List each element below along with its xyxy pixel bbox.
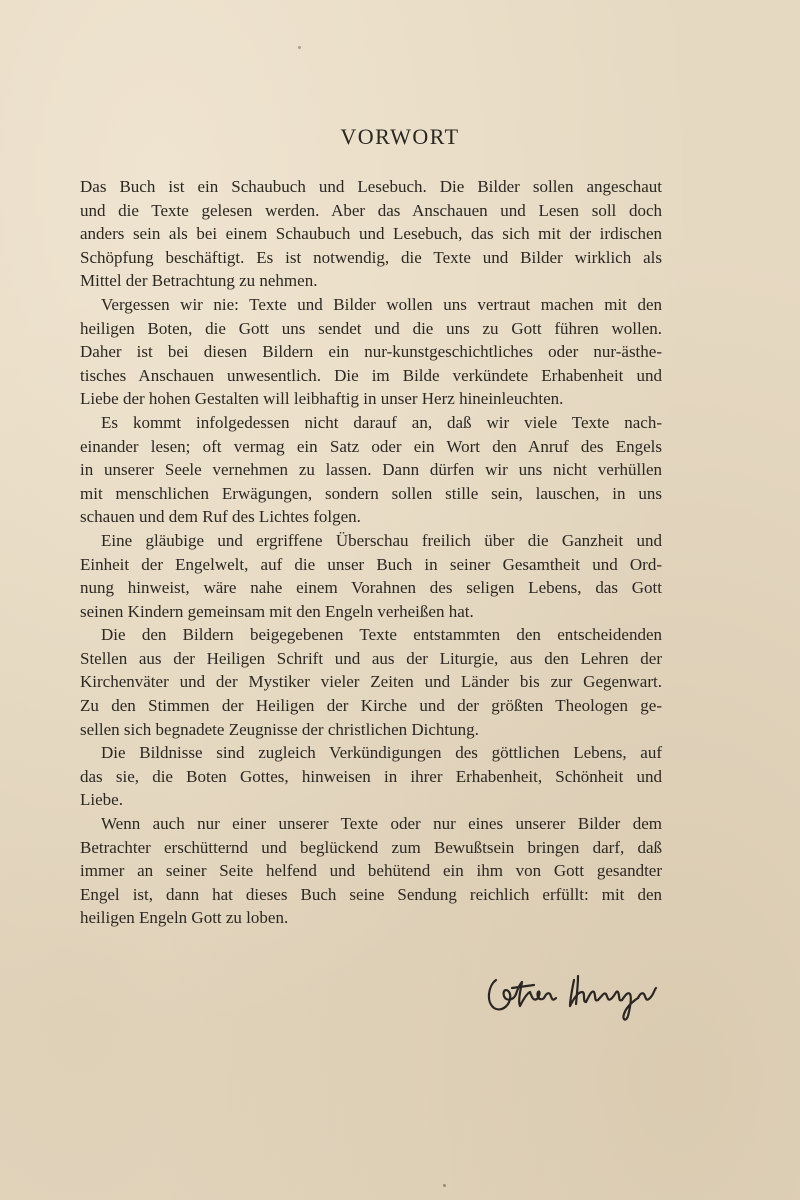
paper-speck — [443, 1184, 446, 1187]
paper-speck — [298, 46, 301, 49]
text-line: Wenn auch nur einer unserer Texte oder nur eines unserer Bilder dem — [101, 814, 662, 834]
text-line: Zu den Stimmen der Heiligen der Kirche und der größten Theologen ge- — [80, 696, 662, 716]
text-line: Engel ist, dann hat dieses Buch seine Sendung reichlich erfüllt: mit den — [80, 884, 662, 904]
signature-icon — [482, 958, 672, 1028]
preface-body — [80, 175, 662, 930]
text-line: Eine gläubige und ergriffene Überschau freilich über die Ganzheit und — [101, 530, 662, 550]
text-line: Die Bildnisse sind zugleich Verkündigungen des göttlichen Lebens, auf — [101, 743, 662, 763]
text-line: Einheit der Engelwelt, auf die unser Buch in seiner Gesamtheit und Ord- — [80, 554, 662, 574]
text-line: schauen und dem Ruf des Lichtes folgen. — [80, 507, 361, 527]
text-line: Es kommt infolgedessen nicht darauf an, daß wir viele Texte nach- — [101, 412, 662, 432]
text-line: das sie, die Boten Gottes, hinweisen in ihrer Erhabenheit, Schönheit und — [80, 766, 662, 786]
paragraph — [80, 623, 662, 741]
text-line: einander lesen; oft vermag ein Satz oder ein Wort den Anruf des Engels — [80, 436, 662, 456]
text-line: in unserer Seele vernehmen zu lassen. Dann dürfen wir uns nicht verhüllen — [80, 460, 662, 480]
text-line: sellen sich begnadete Zeugnisse der christlichen Dichtung. — [80, 719, 479, 739]
page-title: VORWORT — [340, 124, 460, 149]
text-line: Daher ist bei diesen Bildern ein nur-kunstgeschichtliches oder nur-ästhe- — [80, 342, 662, 362]
text-line: Mittel der Betrachtung zu nehmen. — [80, 271, 318, 291]
text-line: heiligen Boten, die Gott uns sendet und die uns zu Gott führen wollen. — [80, 318, 662, 338]
text-line: Kirchenväter und der Mystiker vieler Zeiten und Länder bis zur Gegenwart. — [80, 672, 662, 692]
text-line: nung hinweist, wäre nahe einem Vorahnen des seligen Lebens, das Gott — [80, 578, 662, 598]
text-line: tisches Anschauen unwesentlich. Die im Bilde verkündete Erhabenheit und — [80, 365, 662, 385]
text-line: Das Buch ist ein Schaubuch und Lesebuch. Die Bilder sollen angeschaut — [80, 177, 662, 196]
text-line: Stellen aus der Heiligen Schrift und aus der Liturgie, aus den Lehren der — [80, 648, 662, 668]
text-line: Vergessen wir nie: Texte und Bilder wollen uns vertraut machen mit den — [101, 294, 662, 314]
paragraph — [80, 812, 662, 930]
paragraph — [80, 741, 662, 812]
text-line: Schöpfung beschäftigt. Es ist notwendig, die Texte und Bilder wirklich als — [80, 247, 662, 267]
paragraph — [80, 175, 662, 293]
text-line: seinen Kindern gemeinsam mit den Engeln verheißen hat. — [80, 601, 474, 621]
text-line: und die Texte gelesen werden. Aber das Anschauen und Lesen soll doch — [80, 200, 662, 220]
text-line: Die den Bildern beigegebenen Texte entstammten den entscheidenden — [101, 625, 662, 645]
text-line: Liebe. — [80, 790, 123, 810]
paragraph — [80, 293, 662, 411]
paragraph — [80, 411, 662, 529]
text-line: heiligen Engeln Gott zu loben. — [80, 908, 289, 928]
text-line: immer an seiner Seite helfend und behütend ein ihm von Gott gesandter — [80, 861, 662, 881]
text-line: anders sein als bei einem Schaubuch und Lesebuch, das sich mit der irdischen — [80, 224, 662, 244]
text-line: Liebe der hohen Gestalten will leibhaftig in unser Herz hineinleuchten. — [80, 389, 564, 409]
paragraph — [80, 529, 662, 623]
text-line: Betrachter erschütternd und beglückend zum Bewußtsein bringen darf, daß — [80, 837, 662, 857]
text-line: mit menschlichen Erwägungen, sondern sollen stille sein, lauschen, in uns — [80, 483, 662, 503]
